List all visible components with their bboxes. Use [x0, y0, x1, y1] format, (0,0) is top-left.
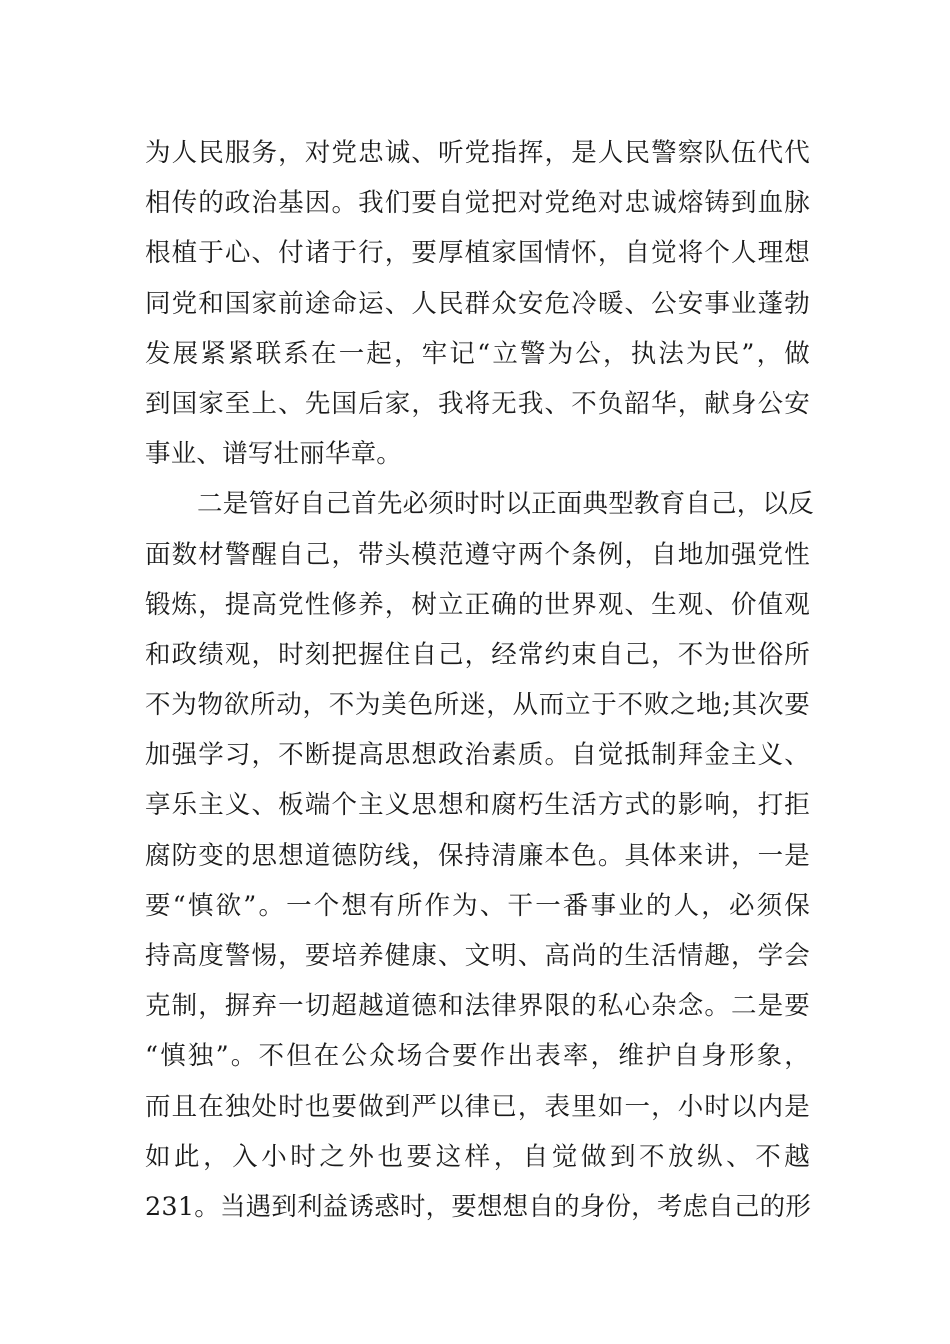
document-body: [145, 128, 814, 1232]
text-line: 要“慎欲”。一个想有所作为、干一番事业的人，必须保: [145, 890, 810, 921]
text-line: 面数材警醒自己，带头模范遵守两个条例，自地加强党性: [145, 539, 810, 570]
text-line: “慎独”。不但在公众场合要作出表率，维护自身形象，: [145, 1041, 810, 1072]
text-line: 加强学习，不断提高思想政治素质。自觉抵制拜金主义、: [145, 740, 810, 771]
text-line: 事业、谱写壮丽华章。: [145, 439, 403, 470]
text-line: 相传的政治基因。我们要自觉把对党绝对忠诚熔铸到血脉: [145, 188, 810, 219]
text-line: 如此，入小时之外也要这样，自觉做到不放纵、不越: [145, 1141, 810, 1172]
text-line: 到国家至上、先国后家，我将无我、不负韶华，献身公安: [145, 388, 810, 419]
text-line: 腐防变的思想道德防线，保持清廉本色。具体来讲，一是: [145, 840, 810, 871]
text-line: 锻炼，提高党性修养，树立正确的世界观、生观、价值观: [145, 589, 810, 620]
text-line: 231。当遇到利益诱惑时，要想想自的身份，考虑自己的形: [145, 1191, 812, 1222]
text-line: 而且在独处时也要做到严以律已，表里如一，小时以内是: [145, 1091, 810, 1122]
text-line: 二是管好自己首先必须时时以正面典型教育自己，以反: [197, 489, 814, 520]
paragraph-1: [145, 128, 810, 479]
text-line: 为人民服务，对党忠诚、听党指挥，是人民警察队伍代代: [145, 138, 810, 168]
text-line: 持高度警惕，要培养健康、文明、高尚的生活情趣，学会: [145, 941, 810, 971]
text-line: 发展紧紧联系在一起，牢记“立警为公，执法为民”，做: [145, 338, 810, 369]
text-line: 和政绩观，时刻把握住自己，经常约束自己，不为世俗所: [145, 639, 810, 670]
text-line: 不为物欲所动，不为美色所迷，从而立于不败之地;其次要: [145, 690, 810, 721]
text-line: 享乐主义、板端个主义思想和腐朽生活方式的影响，打拒: [145, 790, 810, 821]
text-line: 克制，摒弃一切超越道德和法律界限的私心杂念。二是要: [145, 991, 810, 1022]
paragraph-2: [145, 479, 814, 1232]
text-line: 根植于心、付诸于行，要厚植家国情怀，自觉将个人理想: [145, 238, 810, 269]
text-line: 同党和国家前途命运、人民群众安危冷暖、公安事业蓬勃: [145, 288, 810, 319]
